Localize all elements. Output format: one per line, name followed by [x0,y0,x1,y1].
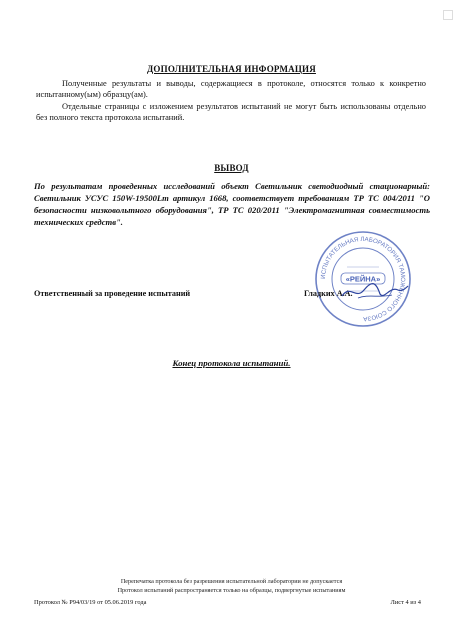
footer-page-number: Лист 4 из 4 [390,599,421,606]
responsible-label: Ответственный за проведение испытаний [34,289,191,298]
stamp-center-text: «РЕЙНА» [345,274,381,284]
page-corner-mark [443,10,453,20]
additional-info-title: ДОПОЛНИТЕЛЬНАЯ ИНФОРМАЦИЯ [147,64,316,74]
signature [340,280,410,304]
conclusion-title: ВЫВОД [214,163,249,173]
end-of-protocol-text: Конец протокола испытаний. [172,358,291,368]
footer-note-2: Протокол испытаний распространяется только на образцы, подвергнутые испытаниям [117,587,346,594]
footer-protocol-number: Протокол № Р94/03/19 от 05.06.2019 года [34,599,147,606]
additional-info-paragraph-1 [36,78,426,100]
additional-info-paragraph-2 [36,101,426,123]
responsible-name: Гладких А.А. [304,289,353,298]
paragraph-text: Полученные результаты и выводы, содержащиеся в протоколе, относятся только к конкретно испытанному(ым) образцу(ам). [36,79,426,99]
conclusion-text: По результатам проведенных исследований объект Светильник светодиодный стационарный: Светильник УСУС 150W-19500Lm артикул 1668, соответствует требованиям ТР ТС 004/2011 "О безопасности низковольтного оборудования", ТР ТС 020/2011 "Электромагнитная совместимость технических средств". [34,181,430,227]
paragraph-text: Отдельные страницы с изложением результатов испытаний не могут быть использованы отдельно без полного текста протокола испытаний. [36,102,426,122]
laboratory-stamp [313,229,413,329]
stamp-ring-text: ИСПЫТАТЕЛЬНАЯ ЛАБОРАТОРИЯ ТАМОЖЕННОГО СОЮЗА [319,235,407,323]
footer-note-1: Перепечатка протокола без разрешения испытательной лаборатории не допускается [120,578,343,585]
